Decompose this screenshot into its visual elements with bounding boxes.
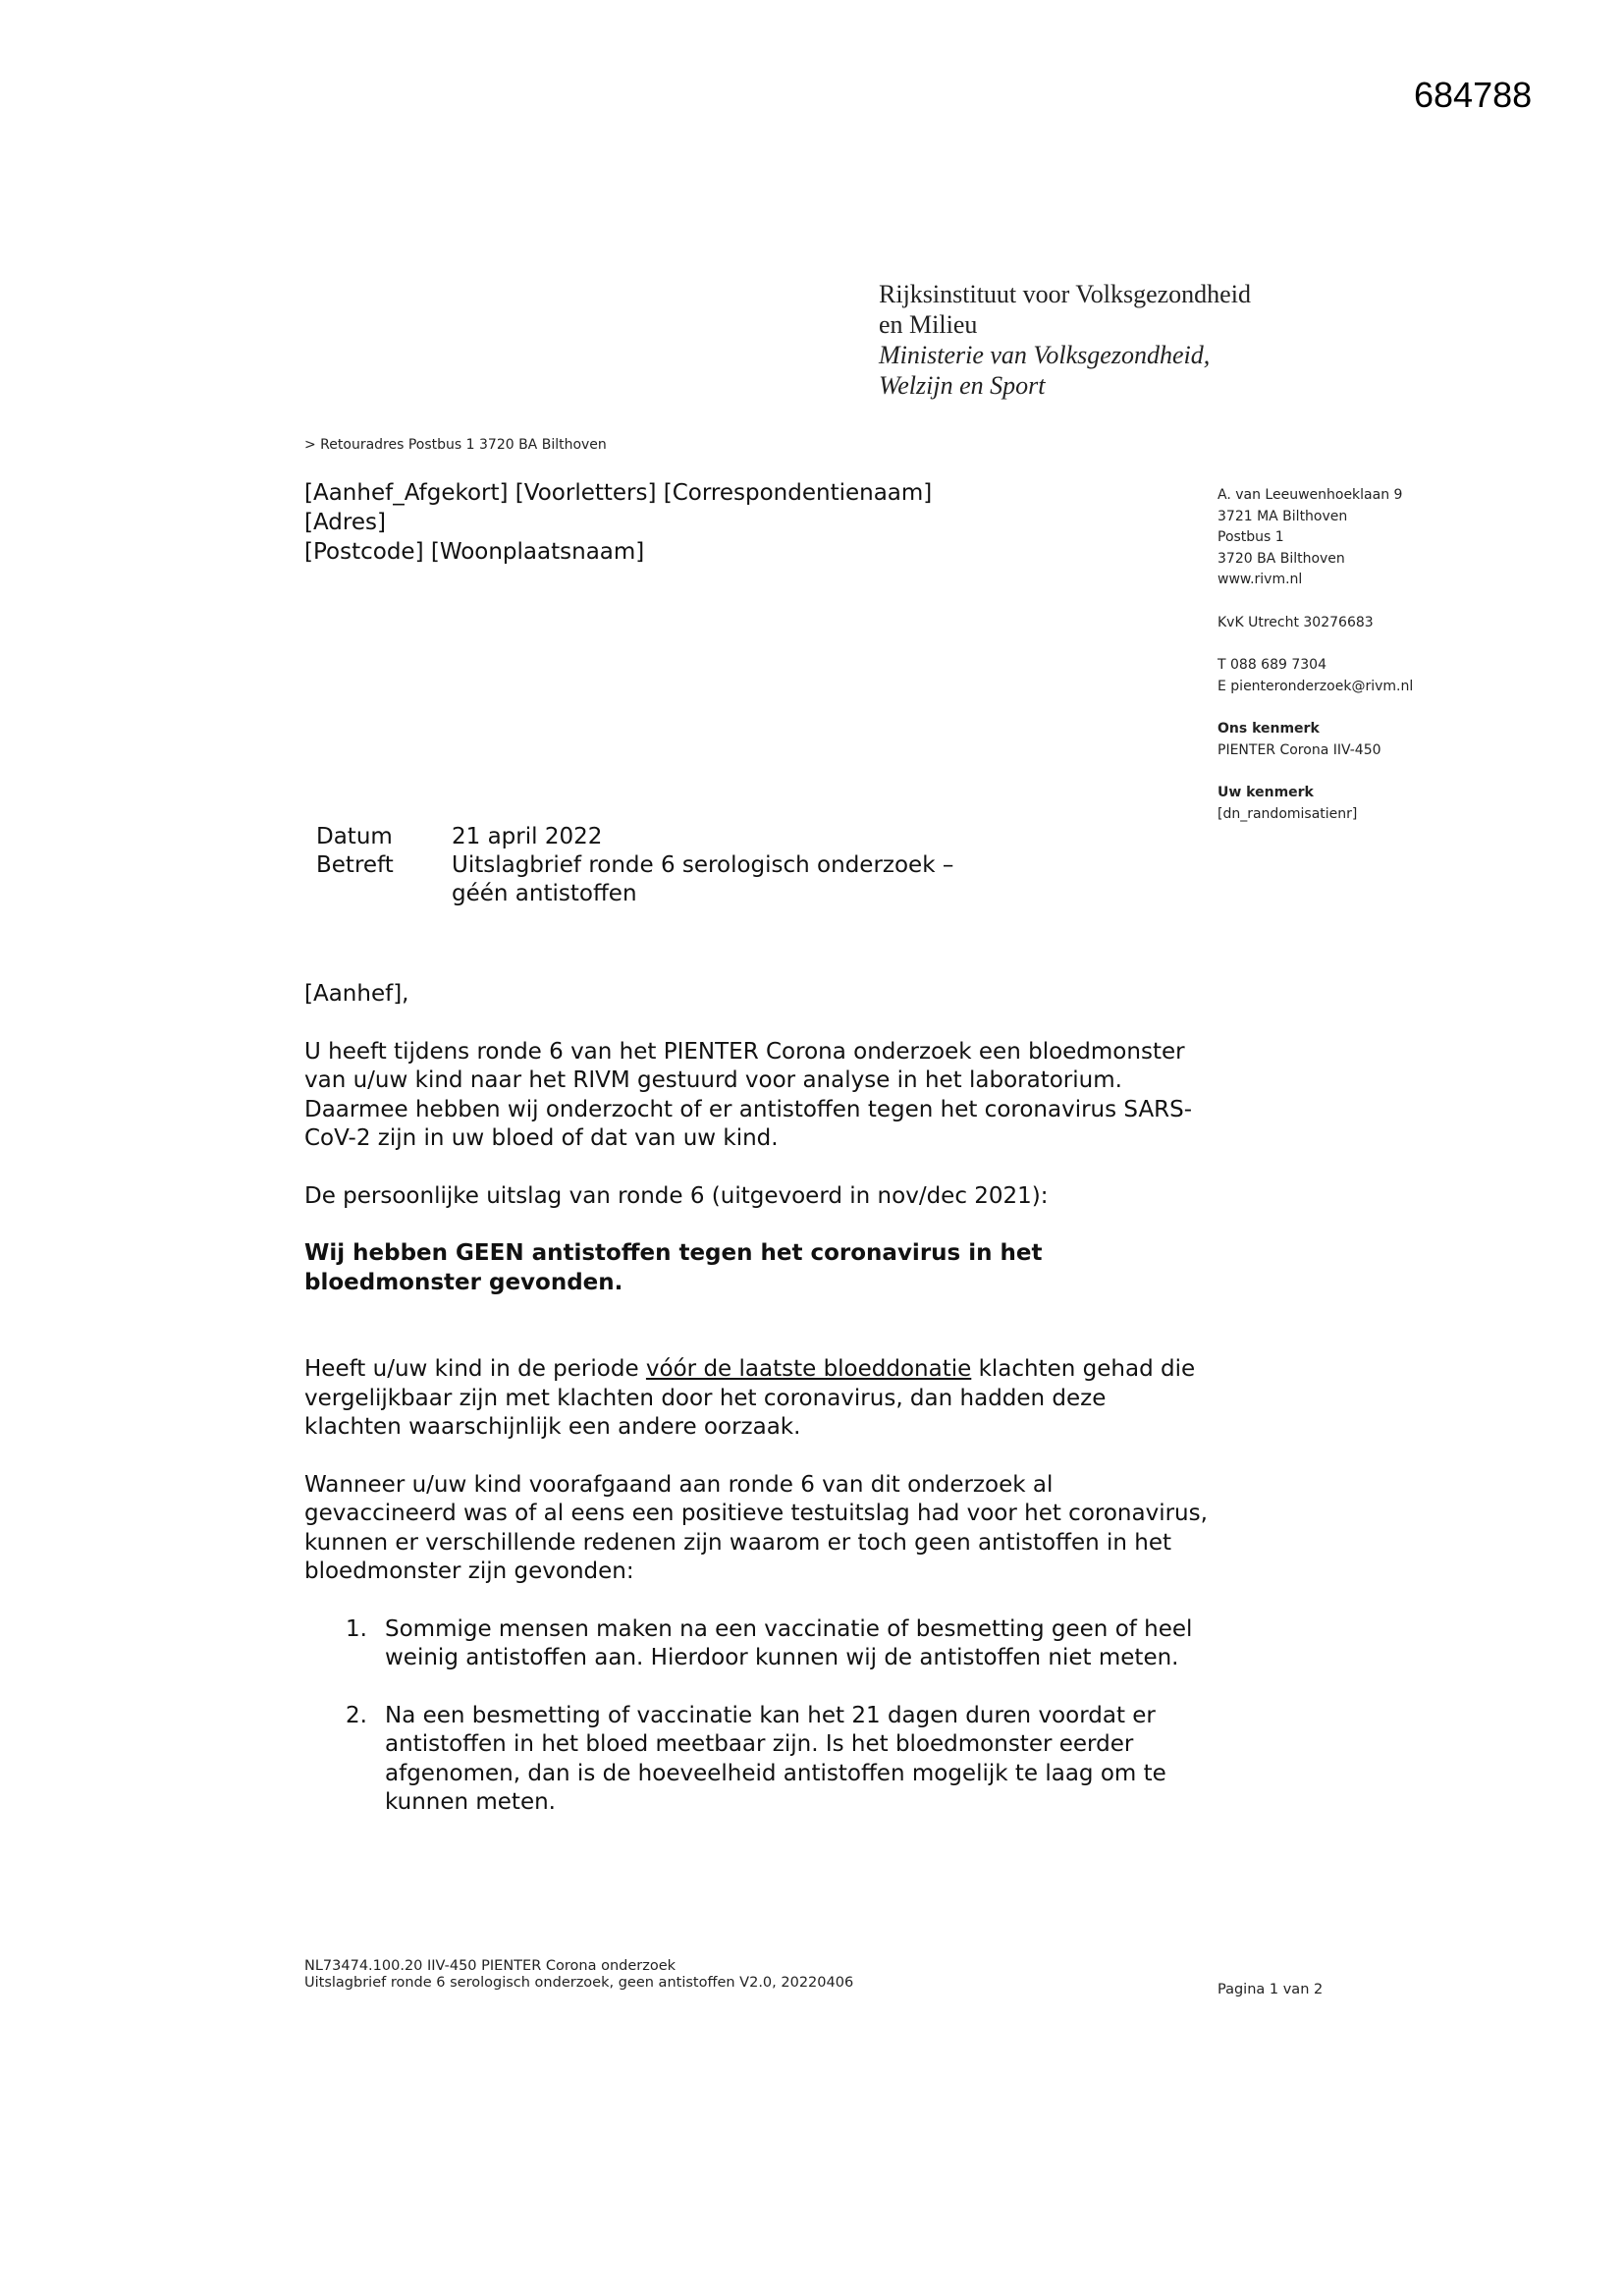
logo-line-1: Rijksinstituut voor Volksgezondheid [879, 280, 1251, 308]
sender-email: E pienteronderzoek@rivm.nl [1218, 678, 1414, 694]
list-item-text: Sommige mensen maken na een vaccinatie of besmetting geen of heel weinig antistoffen aan. Hierdoor kunnen wij de antistoffen niet meten. [385, 1615, 1193, 1670]
betreft-value-line-2: géén antistoffen [452, 881, 637, 906]
paragraph-3-underline: vóór de laatste bloeddonatie [645, 1356, 972, 1382]
logo-line-3: Ministerie van Volksgezondheid, [879, 341, 1211, 369]
paragraph-3-start: Heeft u/uw kind in de periode [304, 1356, 646, 1382]
footer-line-1: NL73474.100.20 IIV-450 PIENTER Corona onderzoek [304, 1958, 677, 1974]
sender-sidebar [1218, 485, 1512, 825]
paragraph-3 [304, 1355, 1208, 1443]
logo-line-4: Welzijn en Sport [879, 371, 1046, 400]
paragraph-1: U heeft tijdens ronde 6 van het PIENTER Corona onderzoek een bloedmonster van u/uw kind naar het RIVM gestuurd voor analyse in het laboratorium. Daarmee hebben wij onderzocht of er antistoffen tegen het coronavirus SARS-CoV-2 zijn in uw bloed of dat van uw kind. [304, 1038, 1193, 1151]
recipient-line-1: [Aanhef_Afgekort] [Voorletters] [Correspondentienaam] [304, 480, 933, 506]
result-statement: Wij hebben GEEN antistoffen tegen het coronavirus in het bloedmonster gevonden. [304, 1240, 1043, 1295]
recipient-line-3: [Postcode] [Woonplaatsnaam] [304, 539, 645, 565]
list-item-text: Na een besmetting of vaccinatie kan het 21 dagen duren voordat er antistoffen in het bloed meetbaar zijn. Is het bloedmonster eerder afgenomen, dan is de hoeveelheid antistoffen mogelijk te laag om te kunnen meten. [385, 1702, 1166, 1815]
datum-label: Datum [316, 824, 393, 849]
betreft-value-line-1: Uitslagbrief ronde 6 serologisch onderzoek – [452, 852, 954, 878]
footer-line-2: Uitslagbrief ronde 6 serologisch onderzoek, geen antistoffen V2.0, 20220406 [304, 1975, 854, 1991]
ons-kenmerk-value: PIENTER Corona IIV-450 [1218, 741, 1381, 758]
letter-body [304, 980, 1208, 1846]
list-item [304, 1615, 1208, 1673]
reasons-list [304, 1615, 1208, 1818]
ons-kenmerk-label: Ons kenmerk [1218, 721, 1320, 737]
list-item-number: 1. [346, 1615, 367, 1642]
logo-line-2: en Milieu [879, 310, 978, 339]
footer-reference [304, 1958, 853, 1992]
recipient-line-2: [Adres] [304, 510, 386, 535]
uw-kenmerk-label: Uw kenmerk [1218, 785, 1314, 800]
paragraph-3-end: klachten gehad die vergelijkbaar zijn met klachten door het coronavirus, dan hadden deze klachten waarschijnlijk een andere oorzaak. [304, 1356, 1196, 1440]
sender-phone: T 088 689 7304 [1218, 657, 1326, 673]
sender-address-4: 3720 BA Bilthoven [1218, 550, 1345, 567]
uw-kenmerk-value: [dn_randomisatienr] [1218, 805, 1358, 822]
document-number: 684788 [1414, 75, 1533, 115]
letter-meta [316, 823, 1001, 908]
sender-kvk: KvK Utrecht 30276683 [1218, 614, 1374, 630]
sender-address-1: A. van Leeuwenhoeklaan 9 [1218, 487, 1403, 503]
datum-value: 21 april 2022 [452, 824, 603, 849]
list-item-number: 2. [346, 1702, 367, 1728]
return-address: > Retouradres Postbus 1 3720 BA Bilthoven [304, 437, 607, 453]
datum-row [316, 823, 1001, 851]
betreft-value [452, 851, 1001, 908]
betreft-label: Betreft [316, 852, 394, 878]
paragraph-2: De persoonlijke uitslag van ronde 6 (uitgevoerd in nov/dec 2021): [304, 1182, 1049, 1209]
page-number: Pagina 1 van 2 [1218, 1982, 1324, 1997]
sender-website: www.rivm.nl [1218, 572, 1303, 587]
recipient-address [304, 478, 932, 567]
list-item [304, 1702, 1208, 1818]
sender-address-3: Postbus 1 [1218, 529, 1284, 545]
salutation: [Aanhef], [304, 981, 409, 1007]
betreft-row [316, 851, 1001, 908]
paragraph-4: Wanneer u/uw kind voorafgaand aan ronde 6 van dit onderzoek al gevaccineerd was of al eens een positieve testuitslag had voor het coronavirus, kunnen er verschillende redenen zijn waarom er toch geen antistoffen in het bloedmonster zijn gevonden: [304, 1471, 1208, 1584]
sender-address-2: 3721 MA Bilthoven [1218, 508, 1348, 524]
rivm-logo [879, 279, 1251, 401]
